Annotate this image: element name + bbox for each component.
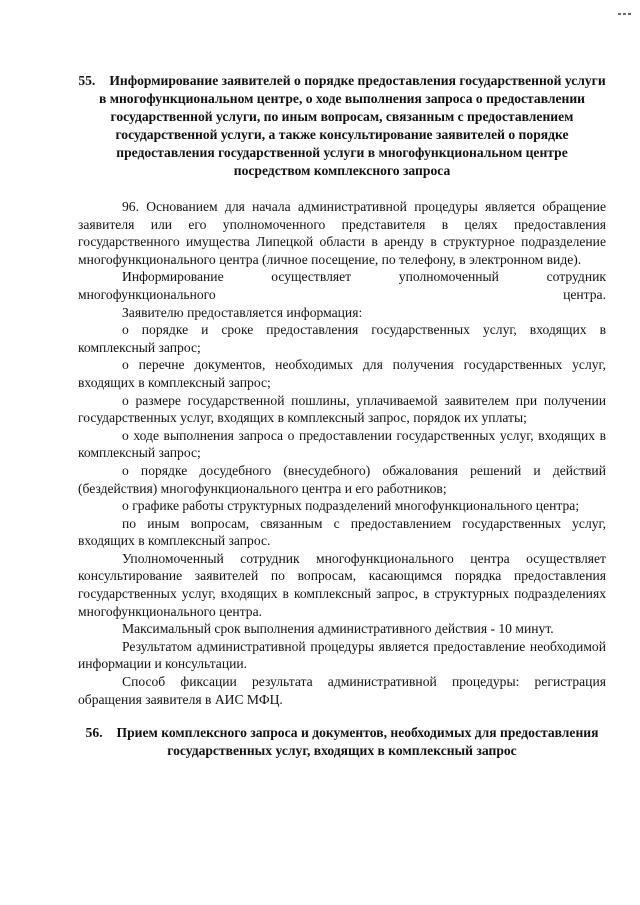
- list-item-appeal: о порядке досудебного (внесудебного) обжалования решений и действий (бездействия) многофункционального центра и его работников;: [78, 462, 606, 496]
- list-item-request-progress: о ходе выполнения запроса о предоставлении государственных услуг, входящих в комплексный запрос;: [78, 427, 606, 461]
- paragraph-result: Результатом административной процедуры является предоставление необходимой информации и консультации.: [78, 638, 606, 672]
- paragraph-96-basis: 96. Основанием для начала административной процедуры является обращение заявителя или его уполномоченного представителя в целях предоставления государственного имущества Липецкой области в аренду в структурное подразделение многофункционального центра (личное посещение, по телефону, в электронном виде).: [78, 199, 606, 267]
- section-55-title: Информирование заявителей о порядке предоставления государственной услуги в многофункциональном центре, о ходе выполнения запроса о предоставлении государственной услуги, по иным вопросам, связанным с предоставлением государственной услуги, а также консультирование заявителей о порядке предоставления государственной услуги в многофункциональном центре посредством комплексного запроса: [98, 73, 606, 178]
- paragraph-consulting: Уполномоченный сотрудник многофункционального центра осуществляет консультирование заявителей по вопросам, касающимся порядка предоставления государственных услуг, входящих в комплексный запрос, в структурных подразделениях многофункционального центра.: [78, 550, 606, 619]
- list-item-documents: о перечне документов, необходимых для получения государственных услуг, входящих в комплексный запрос;: [78, 357, 606, 390]
- section-55-number: 55.: [78, 73, 96, 88]
- scan-corner-mark: [616, 2, 634, 6]
- list-item-state-fee: о размере государственной пошлины, уплачиваемой заявителем при получении государственных услуг, входящих в комплексный запрос, порядок их уплаты;: [78, 392, 606, 426]
- list-item-order-terms: о порядке и сроке предоставления государственных услуг, входящих в комплексный запрос;: [78, 322, 606, 355]
- paragraph-informing: Информирование осуществляет уполномоченный сотрудник многофункционального центра.: [78, 269, 606, 302]
- section-55-heading: [78, 72, 606, 180]
- paragraph-info-intro: Заявителю предоставляется информация:: [122, 304, 363, 320]
- section-56-title: Прием комплексного запроса и документов, необходимых для предоставления государственных услуг, входящих в комплексный запрос: [116, 725, 599, 759]
- paragraph-max-duration: Максимальный срок выполнения административного действия - 10 минут.: [122, 621, 554, 637]
- paragraph-fixation: Способ фиксации результата административной процедуры: регистрация обращения заявителя в АИС МФЦ.: [78, 674, 606, 707]
- section-56-number: 56.: [85, 725, 103, 741]
- list-item-schedule: о графике работы структурных подразделений многофункционального центра;: [122, 498, 580, 514]
- document-page: [78, 72, 606, 760]
- section-56-heading: [78, 724, 606, 760]
- list-item-other-questions: по иным вопросам, связанным с предоставлением государственных услуг, входящих в комплексный запрос.: [78, 515, 606, 549]
